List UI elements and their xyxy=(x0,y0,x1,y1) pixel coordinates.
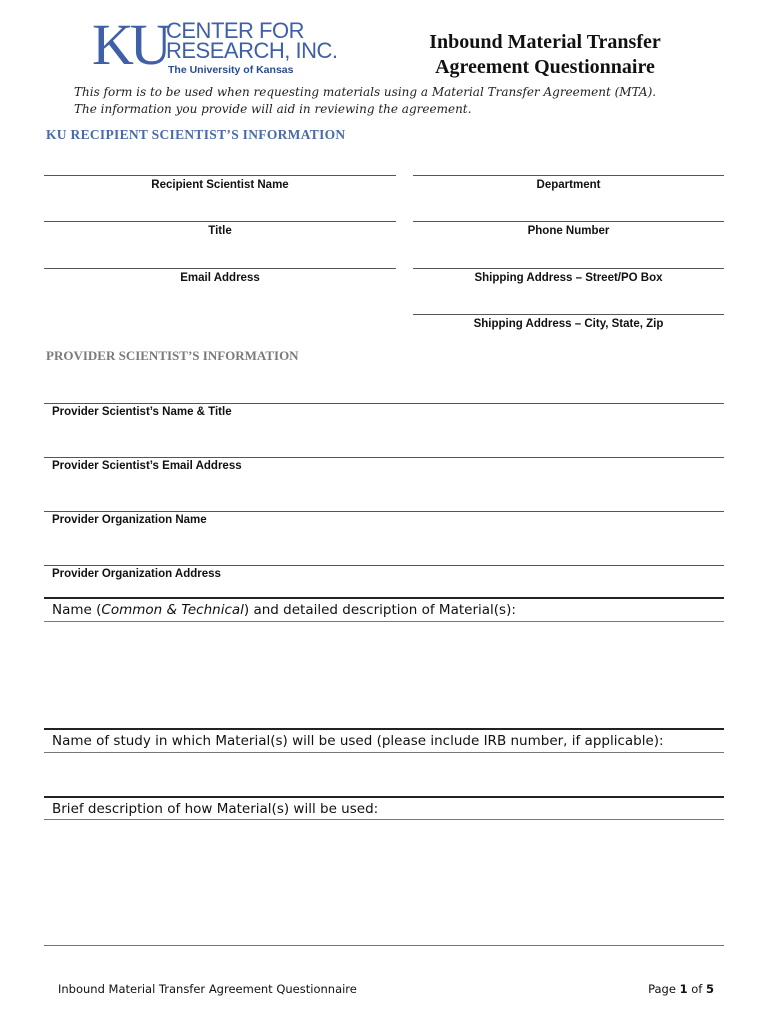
logo-line-2: RESEARCH, INC. xyxy=(166,38,338,63)
email-field[interactable] xyxy=(44,268,396,269)
department-field[interactable] xyxy=(413,175,724,176)
provider-name-label: Provider Scientist’s Name & Title xyxy=(52,406,232,418)
page-number xyxy=(640,982,714,996)
intro-text xyxy=(74,84,714,118)
usage-question-top-rule xyxy=(44,796,724,798)
provider-email-label: Provider Scientist’s Email Address xyxy=(52,460,242,472)
material-question-bottom-rule xyxy=(44,621,724,622)
page-total: 5 xyxy=(705,982,714,996)
material-question-suffix: ) and detailed description of Material(s): xyxy=(243,602,516,618)
page-word: Page xyxy=(648,982,676,996)
material-question xyxy=(52,601,516,619)
recipient-section-heading: KU RECIPIENT SCIENTIST’S INFORMATION xyxy=(46,127,346,142)
title-line-1: Inbound Material Transfer xyxy=(429,31,661,53)
provider-org-name-field[interactable] xyxy=(44,511,724,512)
title-field[interactable] xyxy=(44,221,396,222)
of-word: of xyxy=(691,982,703,996)
street-label: Shipping Address – Street/PO Box xyxy=(474,272,663,284)
study-answer-area[interactable] xyxy=(44,755,724,793)
recipient-name-label: Recipient Scientist Name xyxy=(151,179,289,191)
material-question-italic: Common & Technical xyxy=(101,602,244,618)
usage-answer-area[interactable] xyxy=(44,822,724,942)
usage-question-bottom-rule xyxy=(44,819,724,820)
page-current: 1 xyxy=(679,982,688,996)
phone-field[interactable] xyxy=(413,221,724,222)
provider-org-name-label: Provider Organization Name xyxy=(52,514,207,526)
material-question-top-rule xyxy=(44,597,724,599)
page-title xyxy=(395,30,695,80)
study-question-top-rule xyxy=(44,728,724,730)
usage-answer-bottom-rule xyxy=(44,945,724,946)
provider-org-address-field[interactable] xyxy=(44,565,724,566)
study-question-bottom-rule xyxy=(44,752,724,753)
material-question-prefix: Name ( xyxy=(52,602,102,618)
provider-section-heading: PROVIDER SCIENTIST’S INFORMATION xyxy=(46,348,299,363)
footer-title: Inbound Material Transfer Agreement Questionnaire xyxy=(58,982,357,996)
street-field[interactable] xyxy=(413,268,724,269)
ku-logo-letters: KU xyxy=(92,12,168,77)
title-label: Title xyxy=(208,225,232,237)
title-line-2: Agreement Questionnaire xyxy=(435,56,655,78)
provider-email-field[interactable] xyxy=(44,457,724,458)
recipient-name-field[interactable] xyxy=(44,175,396,176)
provider-name-field[interactable] xyxy=(44,403,724,404)
phone-label: Phone Number xyxy=(527,225,610,237)
intro-line-2: The information you provide will aid in reviewing the agreement. xyxy=(74,102,472,116)
department-label: Department xyxy=(536,179,601,191)
city-field[interactable] xyxy=(413,314,724,315)
email-label: Email Address xyxy=(180,272,260,284)
logo-line-3: The University of Kansas xyxy=(168,64,294,76)
study-question: Name of study in which Material(s) will be used (please include IRB number, if applicable): xyxy=(52,733,664,749)
city-label: Shipping Address – City, State, Zip xyxy=(473,318,664,330)
provider-org-address-label: Provider Organization Address xyxy=(52,568,221,580)
material-answer-area[interactable] xyxy=(44,624,724,724)
logo-line-1: CENTER FOR xyxy=(166,18,304,43)
intro-line-1: This form is to be used when requesting materials using a Material Transfer Agreement (MTA). xyxy=(74,85,657,99)
usage-question: Brief description of how Material(s) will be used: xyxy=(52,801,379,817)
